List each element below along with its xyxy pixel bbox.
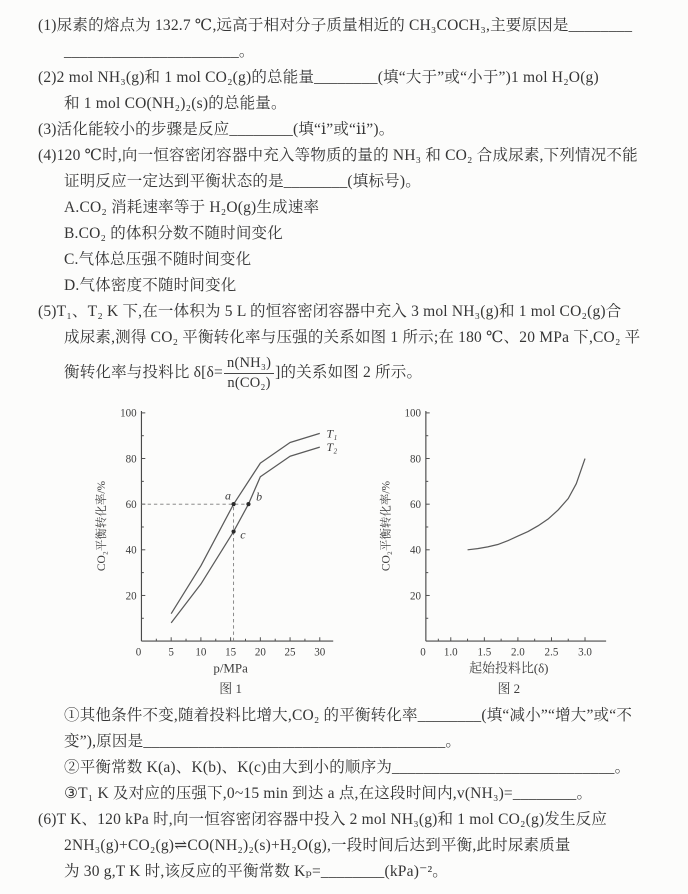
mole-ratio-fraction xyxy=(224,355,274,391)
fraction-denominator: n(CO₂) xyxy=(224,373,274,392)
q4-option-a: A.CO₂ 消耗速率等于 H₂O(g)生成速率 xyxy=(64,199,320,216)
svg-text:20: 20 xyxy=(125,590,137,603)
svg-text:80: 80 xyxy=(125,453,137,466)
q3-text-line: (3)活化能较小的步骤是反应________(填“ⅰ”或“ⅱ”)。 xyxy=(38,121,395,138)
svg-text:30: 30 xyxy=(314,646,326,659)
q1-text-line1: (1)尿素的熔点为 132.7 ℃,远高于相对分子质量相近的 CH₃COCH₃,主要原因是________ xyxy=(38,17,633,34)
svg-text:2.5: 2.5 xyxy=(544,646,559,659)
q5-sub3-line: ③T₁ K 及对应的压强下,0~15 min 到达 a 点,在这段时间内,v(NH₃)=________。 xyxy=(64,785,593,802)
svg-text:20: 20 xyxy=(254,646,266,659)
q2-text-line1: (2)2 mol NH₃(g)和 1 mol CO₂(g)的总能量________(填“大于”或“小于”)1 mol H₂O(g) xyxy=(38,69,599,86)
svg-text:5: 5 xyxy=(168,646,174,659)
q5-text-line2: 成尿素,测得 CO₂ 平衡转化率与压强的关系如图 1 所示;在 180 ℃、20 MPa 下,CO₂ 平 xyxy=(64,329,641,346)
q5-text-line3 xyxy=(38,351,664,395)
fraction-prefix: 衡转化率与投料比 δ[δ= xyxy=(64,364,223,381)
fraction-numerator: n(NH₃) xyxy=(227,355,272,372)
svg-text:2.0: 2.0 xyxy=(511,646,526,659)
q5-text-line1: (5)T₁、T₂ K 下,在一体积为 5 L 的恒容密闭容器中充入 3 mol NH₃(g)和 1 mol CO₂(g)合 xyxy=(38,303,622,320)
svg-text:CO₂平衡转化率/%: CO₂平衡转化率/% xyxy=(96,480,109,572)
q1-blank-line: ______________________。 xyxy=(64,43,255,60)
svg-text:T₂: T₂ xyxy=(326,439,338,454)
q4-option-c: C.气体总压强不随时间变化 xyxy=(64,251,252,268)
svg-text:60: 60 xyxy=(410,499,422,512)
svg-text:1.5: 1.5 xyxy=(477,646,492,659)
svg-text:c: c xyxy=(240,527,246,542)
q6-text-line1: (6)T K、120 kPa 时,向一恒容密闭容器中投入 2 mol NH₃(g)和 1 mol CO₂(g)发生反应 xyxy=(38,811,608,828)
q4-option-d: D.气体密度不随时间变化 xyxy=(64,277,237,294)
svg-text:40: 40 xyxy=(410,544,422,557)
q4-text-line1: (4)120 ℃时,向一恒容密闭容器中充入等物质的量的 NH₃ 和 CO₂ 合成尿素,下列情况不能 xyxy=(38,147,638,164)
fraction-suffix: ]的关系如图 2 所示。 xyxy=(275,364,423,381)
svg-text:0: 0 xyxy=(135,646,142,659)
q6-text-line3: 为 30 g,T K 时,该反应的平衡常数 Kₚ=________(kPa)⁻²。 xyxy=(64,863,448,880)
q5-sub1-line1: ①其他条件不变,随着投料比增大,CO₂ 的平衡转化率________(填“减小”“增大”或“不 xyxy=(64,707,633,724)
svg-text:图 2: 图 2 xyxy=(497,680,521,696)
svg-text:b: b xyxy=(256,489,263,504)
svg-text:100: 100 xyxy=(120,407,137,420)
figure1-conversion-vs-pressure-chart xyxy=(82,397,376,703)
svg-text:起始投料比(δ): 起始投料比(δ) xyxy=(469,660,549,676)
svg-text:3.0: 3.0 xyxy=(578,646,593,659)
svg-text:80: 80 xyxy=(410,453,422,466)
svg-text:100: 100 xyxy=(404,407,422,420)
svg-text:0: 0 xyxy=(420,646,427,659)
q4-text-line2: 证明反应一定达到平衡状态的是________(填标号)。 xyxy=(64,173,421,190)
svg-text:10: 10 xyxy=(195,646,207,659)
figures-row xyxy=(82,397,664,703)
svg-text:40: 40 xyxy=(125,544,137,557)
q6-text-line2: 2NH₃(g)+CO₂(g)⇌CO(NH₂)₂(s)+H₂O(g),一段时间后达到平衡,此时尿素质量 xyxy=(64,837,571,854)
svg-text:60: 60 xyxy=(125,499,137,512)
svg-text:20: 20 xyxy=(410,590,422,603)
figure2-conversion-vs-feed-ratio-chart xyxy=(376,397,664,703)
q5-sub2-line: ②平衡常数 K(a)、K(b)、K(c)由大到小的顺序为____________________________。 xyxy=(64,759,631,776)
svg-text:CO₂平衡转化率/%: CO₂平衡转化率/% xyxy=(380,480,393,572)
svg-text:图 1: 图 1 xyxy=(219,680,242,696)
svg-text:15: 15 xyxy=(225,646,237,659)
q4-option-b: B.CO₂ 的体积分数不随时间变化 xyxy=(64,225,283,242)
svg-text:25: 25 xyxy=(284,646,296,659)
svg-text:a: a xyxy=(224,488,231,503)
q5-sub1-line2: 变”),原因是______________________________________。 xyxy=(64,733,462,750)
svg-text:p/MPa: p/MPa xyxy=(213,660,248,676)
svg-text:T₁: T₁ xyxy=(326,426,338,441)
q2-text-line2: 和 1 mol CO(NH₂)₂(s)的总能量。 xyxy=(64,95,287,112)
svg-text:1.0: 1.0 xyxy=(444,646,459,659)
